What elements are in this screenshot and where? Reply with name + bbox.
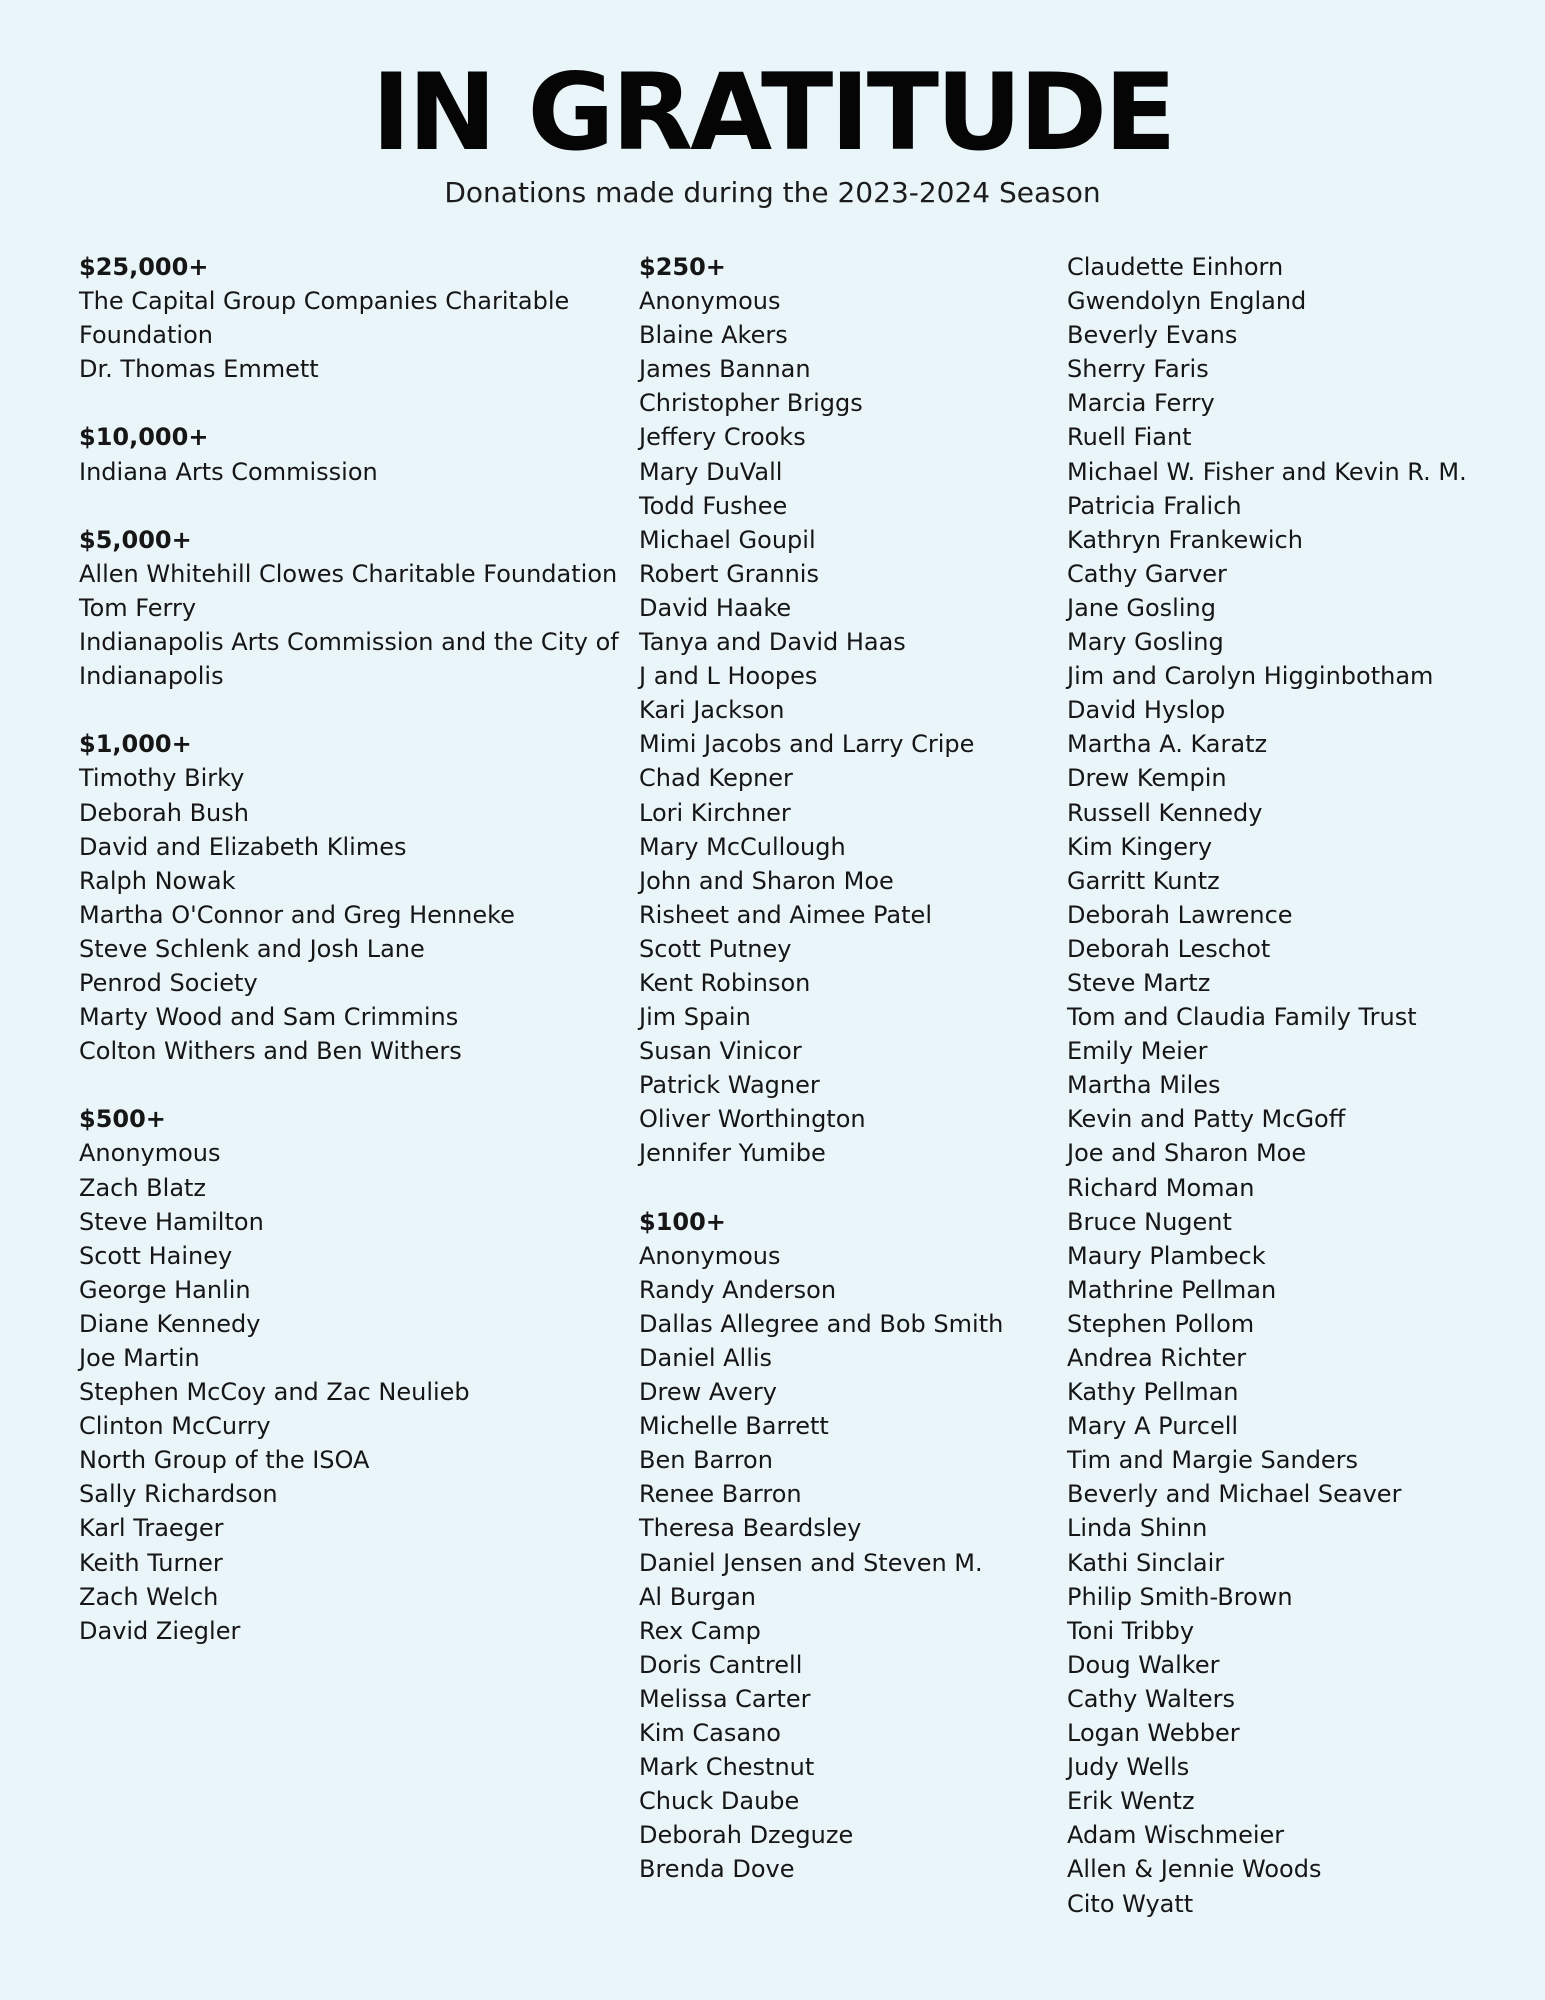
donor-name: Bruce Nugent bbox=[1067, 1207, 1232, 1236]
donor-name: Renee Barron bbox=[639, 1480, 802, 1509]
donor-name: Martha A. Karatz bbox=[1067, 730, 1268, 759]
tier-heading: $100+ bbox=[639, 1207, 726, 1236]
donor-name: Anonymous bbox=[639, 1241, 781, 1270]
donor-name: Gwendolyn England bbox=[1067, 287, 1307, 316]
donor-name: Penrod Society bbox=[79, 968, 258, 997]
donor-name: Tanya and David Haas bbox=[639, 628, 906, 657]
donor-name: Al Burgan bbox=[639, 1582, 756, 1611]
donor-name: Anonymous bbox=[79, 1139, 221, 1168]
tier-1000 bbox=[79, 727, 624, 1068]
donor-name: Melissa Carter bbox=[639, 1684, 811, 1713]
donor-name: Doris Cantrell bbox=[639, 1650, 803, 1679]
donor-name: Mary A Purcell bbox=[1067, 1412, 1239, 1441]
donor-name: Ben Barron bbox=[639, 1446, 773, 1475]
donor-list bbox=[79, 761, 624, 1068]
donor-name: Patricia Fralich bbox=[1067, 491, 1242, 520]
donor-name: Jane Gosling bbox=[1067, 593, 1216, 622]
donor-name: Andrea Richter bbox=[1067, 1344, 1247, 1372]
donor-name: Garritt Kuntz bbox=[1067, 866, 1220, 895]
tier-25000 bbox=[79, 250, 624, 386]
donor-name: Dr. Thomas Emmett bbox=[79, 355, 319, 384]
donor-list bbox=[639, 284, 1049, 1170]
donor-name: Indianapolis Arts Commission and the City of Indianapolis bbox=[79, 628, 619, 691]
donor-name: Patrick Wagner bbox=[639, 1071, 820, 1100]
donor-name: George Hanlin bbox=[79, 1275, 251, 1304]
donor-name: Michelle Barrett bbox=[639, 1412, 829, 1441]
donor-name: Robert Grannis bbox=[639, 559, 819, 588]
donor-name: Kim Casano bbox=[639, 1719, 781, 1748]
tier-heading: $5,000+ bbox=[79, 525, 192, 554]
donor-name: James Bannan bbox=[639, 355, 811, 384]
donor-name: Colton Withers and Ben Withers bbox=[79, 1037, 462, 1066]
donor-name: Joe Martin bbox=[79, 1344, 200, 1372]
donor-name: Allen Whitehill Clowes Charitable Foundation bbox=[79, 559, 618, 588]
donor-name: Deborah Bush bbox=[79, 798, 249, 827]
donor-list bbox=[79, 455, 624, 489]
donor-name: Kathryn Frankewich bbox=[1067, 525, 1303, 554]
donor-name: Claudette Einhorn bbox=[1067, 253, 1284, 281]
donor-name: Kent Robinson bbox=[639, 968, 811, 997]
donor-name: Timothy Birky bbox=[79, 764, 245, 793]
tier-heading: $1,000+ bbox=[79, 730, 192, 759]
donor-name: J and L Hoopes bbox=[639, 662, 818, 691]
donor-name: Jim Spain bbox=[639, 1003, 751, 1032]
donor-name: Karl Traeger bbox=[79, 1514, 224, 1543]
donor-name: The Capital Group Companies Charitable Foundation bbox=[79, 287, 570, 350]
column-1 bbox=[79, 250, 624, 1648]
donor-name: Linda Shinn bbox=[1067, 1514, 1208, 1543]
donor-name: Steve Schlenk and Josh Lane bbox=[79, 934, 425, 963]
donor-name: David and Elizabeth Klimes bbox=[79, 832, 407, 861]
donor-name: Ralph Nowak bbox=[79, 866, 236, 895]
donor-name: Michael Goupil bbox=[639, 525, 816, 554]
donor-name: Mathrine Pellman bbox=[1067, 1275, 1277, 1304]
donor-name: Scott Putney bbox=[639, 934, 792, 963]
page-subtitle: Donations made during the 2023-2024 Season bbox=[444, 176, 1101, 209]
donor-name: Kevin and Patty McGoff bbox=[1067, 1105, 1346, 1134]
donor-name: Ruell Fiant bbox=[1067, 423, 1192, 452]
donor-name: Mark Chestnut bbox=[639, 1753, 815, 1782]
tier-250 bbox=[639, 250, 1049, 1171]
donor-name: Beverly and Michael Seaver bbox=[1067, 1480, 1402, 1509]
donor-name: Allen & Jennie Woods bbox=[1067, 1855, 1322, 1884]
tier-heading: $10,000+ bbox=[79, 423, 209, 452]
donor-name: Martha O'Connor and Greg Henneke bbox=[79, 900, 515, 929]
donor-name: John and Sharon Moe bbox=[639, 866, 894, 895]
donor-name: Keith Turner bbox=[79, 1548, 223, 1577]
donor-list bbox=[1067, 250, 1537, 1921]
donor-name: Diane Kennedy bbox=[79, 1309, 261, 1338]
donor-name: Erik Wentz bbox=[1067, 1787, 1195, 1816]
donor-name: Chad Kepner bbox=[639, 764, 793, 793]
donor-name: Deborah Dzeguze bbox=[639, 1821, 854, 1850]
donor-name: Cathy Garver bbox=[1067, 559, 1227, 588]
donor-name: Mary DuVall bbox=[639, 457, 783, 486]
donor-name: Martha Miles bbox=[1067, 1071, 1221, 1100]
donor-name: Michael W. Fisher and Kevin R. M. bbox=[1067, 457, 1467, 486]
tier-5000 bbox=[79, 523, 624, 693]
donor-name: Sally Richardson bbox=[79, 1480, 278, 1509]
donor-name: Kathy Pellman bbox=[1067, 1378, 1239, 1407]
donor-name: Deborah Leschot bbox=[1067, 934, 1271, 963]
donor-name: Scott Hainey bbox=[79, 1241, 233, 1270]
donor-name: Lori Kirchner bbox=[639, 798, 791, 827]
donor-name: Logan Webber bbox=[1067, 1719, 1240, 1748]
donor-name: Daniel Allis bbox=[639, 1344, 773, 1372]
donor-name: Drew Avery bbox=[639, 1378, 777, 1407]
donor-list bbox=[79, 557, 624, 693]
donor-name: Susan Vinicor bbox=[639, 1037, 802, 1066]
donor-name: Christopher Briggs bbox=[639, 389, 863, 418]
donor-name: Joe and Sharon Moe bbox=[1067, 1139, 1307, 1168]
donor-name: Jennifer Yumibe bbox=[639, 1139, 826, 1168]
donor-name: Mary McCullough bbox=[639, 832, 846, 861]
column-2 bbox=[639, 250, 1049, 1887]
donor-name: Judy Wells bbox=[1067, 1753, 1190, 1782]
donor-name: Stephen Pollom bbox=[1067, 1309, 1255, 1338]
donor-name: Jeffery Crooks bbox=[639, 423, 806, 452]
donor-name: Kim Kingery bbox=[1067, 832, 1213, 861]
donor-name: Blaine Akers bbox=[639, 321, 788, 350]
donor-name: Maury Plambeck bbox=[1067, 1241, 1266, 1270]
donor-name: Brenda Dove bbox=[639, 1855, 795, 1884]
donor-name: Tom and Claudia Family Trust bbox=[1067, 1003, 1417, 1032]
donor-name: Chuck Daube bbox=[639, 1787, 800, 1816]
donor-list bbox=[79, 284, 624, 386]
tier-heading: $25,000+ bbox=[79, 253, 209, 281]
donor-name: Steve Martz bbox=[1067, 968, 1211, 997]
donor-name: Cito Wyatt bbox=[1067, 1889, 1194, 1918]
donor-name: Randy Anderson bbox=[639, 1275, 837, 1304]
donor-name: Zach Blatz bbox=[79, 1173, 207, 1202]
tier-100-continued bbox=[1067, 250, 1537, 1921]
donor-list bbox=[639, 1239, 1049, 1887]
tier-100 bbox=[639, 1205, 1049, 1887]
page-title: IN GRATITUDE bbox=[371, 51, 1174, 174]
donor-name: Emily Meier bbox=[1067, 1037, 1208, 1066]
tier-heading: $500+ bbox=[79, 1105, 166, 1134]
donor-name: David Haake bbox=[639, 593, 792, 622]
tier-500 bbox=[79, 1102, 624, 1648]
donor-name: Jim and Carolyn Higginbotham bbox=[1067, 662, 1434, 691]
donor-name: Russell Kennedy bbox=[1067, 798, 1263, 827]
donor-name: David Ziegler bbox=[79, 1616, 241, 1645]
donor-name: Anonymous bbox=[639, 287, 781, 316]
donor-name: Marcia Ferry bbox=[1067, 389, 1215, 418]
column-3 bbox=[1067, 250, 1537, 1921]
donor-name: Mimi Jacobs and Larry Cripe bbox=[639, 730, 975, 759]
donor-name: Drew Kempin bbox=[1067, 764, 1227, 793]
donor-name: Philip Smith-Brown bbox=[1067, 1582, 1293, 1611]
donor-name: Tom Ferry bbox=[79, 593, 197, 622]
donor-name: Todd Fushee bbox=[639, 491, 788, 520]
donor-name: Daniel Jensen and Steven M. bbox=[639, 1548, 983, 1577]
donor-list bbox=[79, 1136, 624, 1647]
donor-name: Rex Camp bbox=[639, 1616, 761, 1645]
donor-name: Richard Moman bbox=[1067, 1173, 1255, 1202]
tier-heading: $250+ bbox=[639, 253, 726, 281]
donor-name: Cathy Walters bbox=[1067, 1684, 1236, 1713]
donor-name: Tim and Margie Sanders bbox=[1067, 1446, 1359, 1475]
donor-name: Kari Jackson bbox=[639, 696, 785, 725]
donor-name: Mary Gosling bbox=[1067, 628, 1224, 657]
donor-name: Theresa Beardsley bbox=[639, 1514, 862, 1543]
donor-name: Toni Tribby bbox=[1067, 1616, 1195, 1645]
donor-name: Marty Wood and Sam Crimmins bbox=[79, 1003, 459, 1032]
donor-name: Stephen McCoy and Zac Neulieb bbox=[79, 1378, 470, 1407]
donor-name: Clinton McCurry bbox=[79, 1412, 271, 1441]
donor-name: Doug Walker bbox=[1067, 1650, 1220, 1679]
donor-name: Steve Hamilton bbox=[79, 1207, 264, 1236]
donor-name: Deborah Lawrence bbox=[1067, 900, 1293, 929]
donor-name: Beverly Evans bbox=[1067, 321, 1238, 350]
donor-name: Adam Wischmeier bbox=[1067, 1821, 1285, 1850]
donor-name: Oliver Worthington bbox=[639, 1105, 866, 1134]
tier-10000 bbox=[79, 420, 624, 488]
donor-name: Zach Welch bbox=[79, 1582, 219, 1611]
donor-name: Kathi Sinclair bbox=[1067, 1548, 1225, 1577]
donor-name: Risheet and Aimee Patel bbox=[639, 900, 932, 929]
donor-name: North Group of the ISOA bbox=[79, 1446, 370, 1475]
donor-name: David Hyslop bbox=[1067, 696, 1226, 725]
donor-name: Sherry Faris bbox=[1067, 355, 1209, 384]
donor-name: Dallas Allegree and Bob Smith bbox=[639, 1309, 1004, 1338]
donor-name: Indiana Arts Commission bbox=[79, 457, 378, 486]
